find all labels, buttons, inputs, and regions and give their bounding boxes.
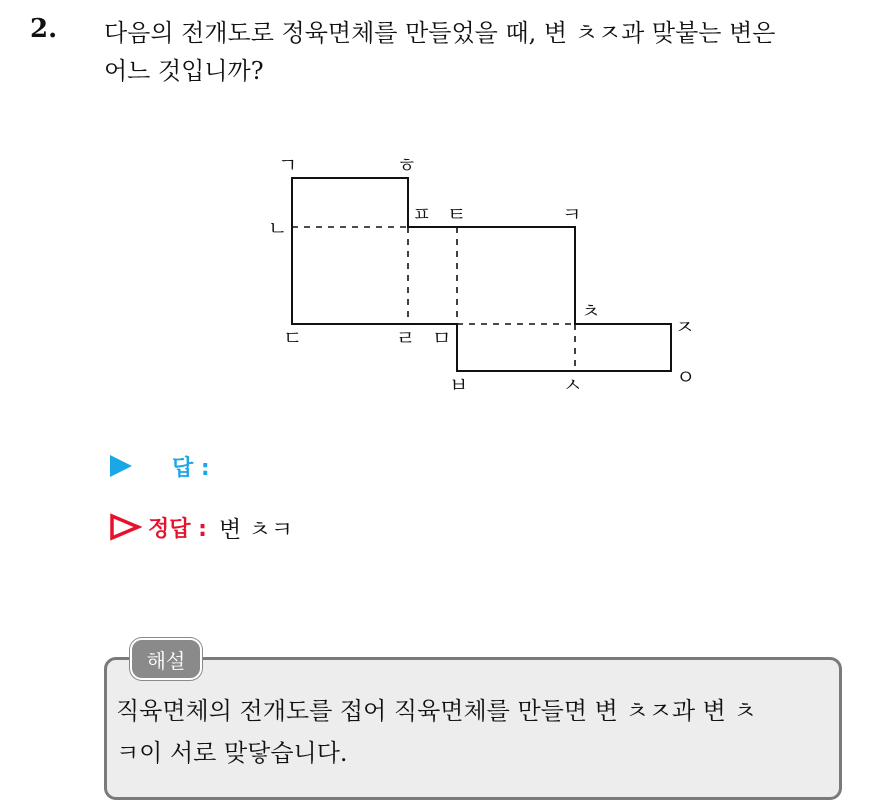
vertex-label: ㅍ <box>412 202 432 226</box>
vertex-label: ㅅ <box>563 373 583 397</box>
triangle-icon <box>110 455 132 477</box>
explanation-tag: 해설 <box>130 638 202 680</box>
vertex-label: ㅌ <box>447 202 467 226</box>
question-number: 2. <box>30 14 58 44</box>
explanation-text <box>116 690 836 774</box>
question-line-1: 다음의 전개도로 정육면체를 만들었을 때, 변 ㅊㅈ과 맞붙는 변은 <box>104 19 776 47</box>
vertex-label: ㅎ <box>397 153 417 177</box>
answer-label: 답 : <box>172 455 210 481</box>
triangle-outline-icon <box>108 513 142 541</box>
vertex-label: ㅊ <box>581 299 601 323</box>
vertex-label: ㅇ <box>676 365 696 389</box>
correct-answer-row <box>108 510 293 544</box>
correct-answer-label: 정답 : <box>148 516 207 542</box>
net-outline <box>292 178 671 371</box>
vertex-label: ㅈ <box>675 315 695 339</box>
vertex-label: ㄹ <box>396 326 416 350</box>
correct-answer-value: 변 ㅊㅋ <box>218 516 293 543</box>
answer-row <box>110 450 210 482</box>
question-line-2: 어느 것입니까? <box>104 57 264 85</box>
explanation-line-1: 직육면체의 전개도를 접어 직육면체를 만들면 변 ㅊㅈ과 변 ㅊ <box>116 697 757 725</box>
explanation-line-2: ㅋ이 서로 맞닿습니다. <box>116 739 348 767</box>
vertex-label: ㅋ <box>562 202 582 226</box>
vertex-label: ㄱ <box>278 153 298 177</box>
vertex-label: ㄴ <box>268 216 288 240</box>
vertex-label: ㅂ <box>449 373 469 397</box>
vertex-label: ㄷ <box>283 326 303 350</box>
vertex-label: ㅁ <box>432 326 452 350</box>
